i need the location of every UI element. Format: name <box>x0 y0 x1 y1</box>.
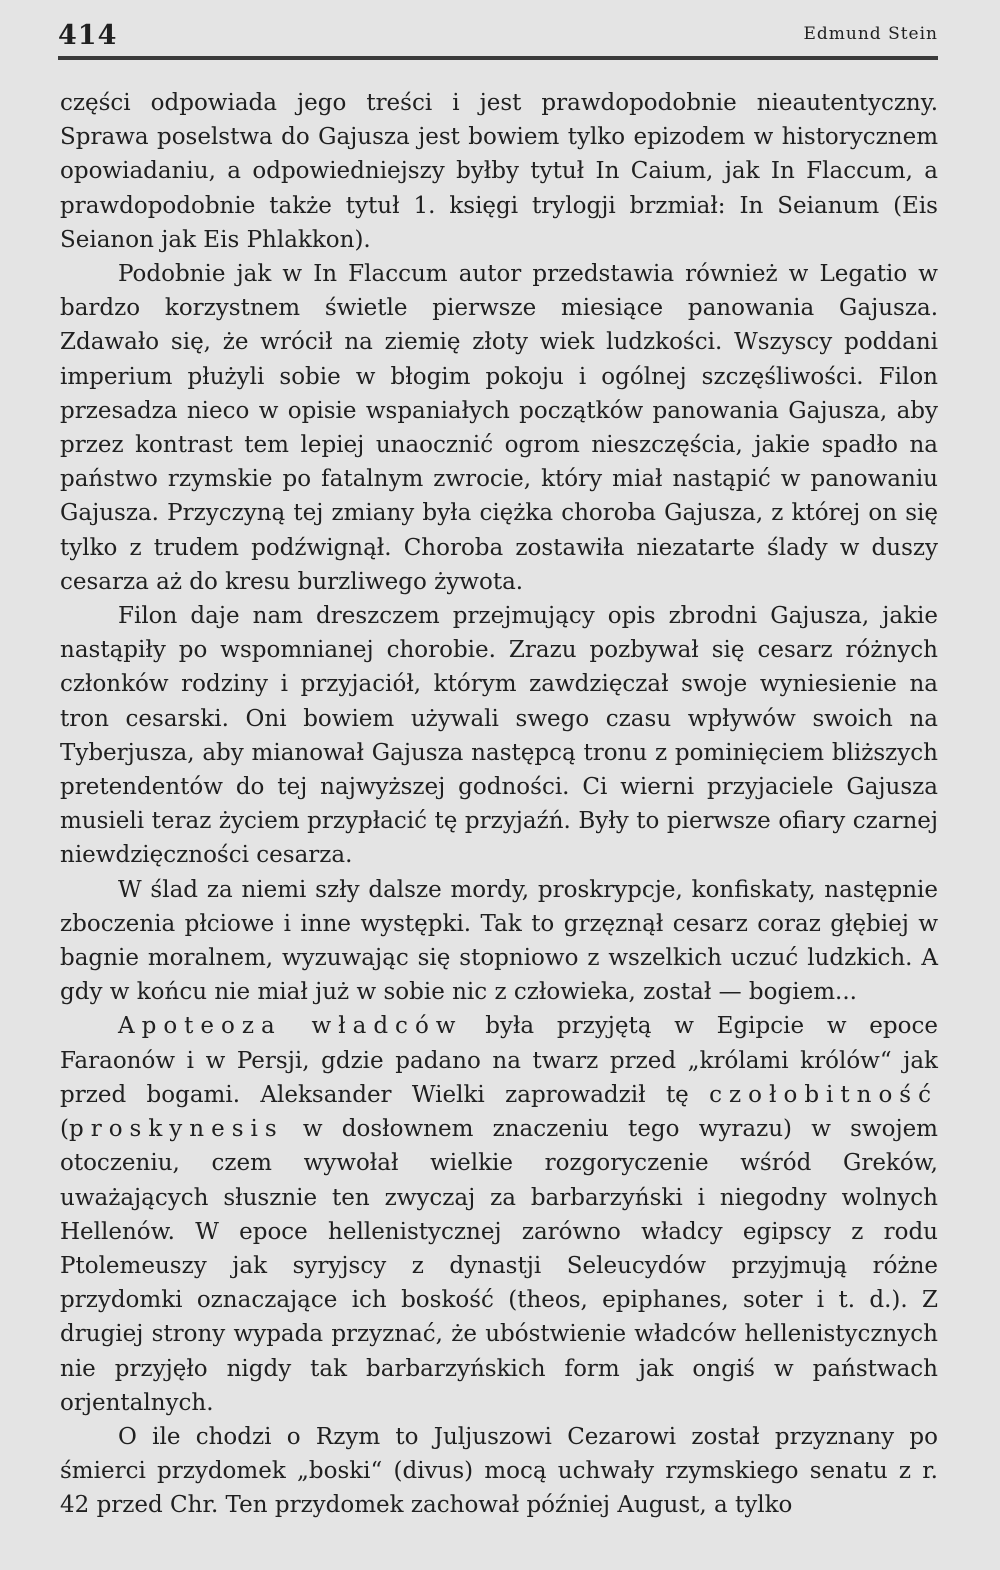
header-rule <box>58 56 938 60</box>
spaced-term-proskynesis: proskynesis <box>68 1116 284 1143</box>
paragraph-6: O ile chodzi o Rzym to Juljuszowi Cezarowi został przyznany po śmierci przydomek „boski“ (divus) mocą uchwały rzymskiego senatu z r. 42 przed Chr. Ten przydomek zachował później August, a tylko <box>60 1423 938 1519</box>
page-header <box>58 20 938 60</box>
paragraph-2: Podobnie jak w In Flaccum autor przedstawia również w Legatio w bardzo korzystnem świetle pierwsze miesiące panowania Gajusza. Zdawało się, że wrócił na ziemię złoty wiek ludzkości. Wszyscy poddani imperium płużyli sobie w błogim pokoju i ogólnej szczęśliwości. Filon przesadza nieco w opisie wspaniałych początków panowania Gajusza, aby przez kontrast tem lepiej unaocznić ogrom nieszczęścia, jakie spadło na państwo rzymskie po fatalnym zwrocie, który miał nastąpić w panowaniu Gajusza. Przyczyną tej zmiany była ciężka choroba Gajusza, z której on się tylko z trudem podźwignął. Choroba zostawiła niezatarte ślady w duszy cesarza aż do kresu burzliwego żywota. <box>60 261 938 595</box>
paragraph-5-text-3: w dosłownem znaczeniu tego wyrazu) w swojem otoczeniu, czem wywołał wielkie rozgoryczenie wśród Greków, uważających słusznie ten zwyczaj za barbarzyński i niegodny wolnych Hellenów. W epoce hellenistycznej zarówno władcy egipscy z rodu Ptolemeuszy jak syryjscy z dynastji Seleucydów przyjmują różne przydomki oznaczające ich boskość (theos, epiphanes, soter i t. d.). Z drugiej strony wypada przyznać, że ubóstwienie władców hellenistycznych nie przyjęło nigdy tak barbarzyńskich form jak ongiś w państwach orjentalnych. <box>60 1116 938 1416</box>
body-text <box>60 86 938 1523</box>
paragraph-5-text-2: ( <box>60 1116 69 1143</box>
page-number: 414 <box>58 20 118 51</box>
paragraph-3: Filon daje nam dreszczem przejmujący opis zbrodni Gajusza, jakie nastąpiły po wspomnianej chorobie. Zrazu pozbywał się cesarz różnych członków rodziny i przyjaciół, którym zawdzięczał swoje wyniesienie na tron cesarski. Oni bowiem używali swego czasu wpływów swoich na Tyberjusza, aby mianował Gajusza następcą tronu z pominięciem bliższych pretendentów do tej najwyższej godności. Ci wierni przyjaciele Gajusza musieli teraz życiem przypłacić tę przyjaźń. Były to pierwsze ofiary czarnej niewdzięczności cesarza. <box>60 603 938 869</box>
spaced-term-apoteoza: Apoteoza władców <box>118 1013 463 1040</box>
paragraph-5 <box>60 1009 938 1419</box>
paragraph-5-text-1: była przyjętą w Egipcie w epoce Faraonów i w Persji, gdzie padano na twarz przed „królami królów“ jak przed bogami. Aleksander Wielki zaprowadził tę <box>60 1013 938 1108</box>
paragraph-1: części odpowiada jego treści i jest prawdopodobnie nieautentyczny. Sprawa poselstwa do Gajusza jest bowiem tylko epizodem w historycznem opowiadaniu, a odpowiedniejszy byłby tytuł In Caium, jak In Flaccum, a prawdopodobnie także tytuł 1. księgi trylogji brzmiał: In Seianum (Eis Seianon jak Eis Phlakkon). <box>60 90 938 253</box>
spaced-term-czolobitnosc: czołobitność <box>709 1081 938 1108</box>
running-head: Edmund Stein <box>803 24 938 44</box>
paragraph-4: W ślad za niemi szły dalsze mordy, proskrypcje, konfiskaty, następnie zboczenia płciowe i inne występki. Tak to grzęznął cesarz coraz głębiej w bagnie moralnem, wyzuwając się stopniowo z wszelkich uczuć ludzkich. A gdy w końcu nie miał już w sobie nic z człowieka, został — bogiem... <box>60 876 938 1006</box>
